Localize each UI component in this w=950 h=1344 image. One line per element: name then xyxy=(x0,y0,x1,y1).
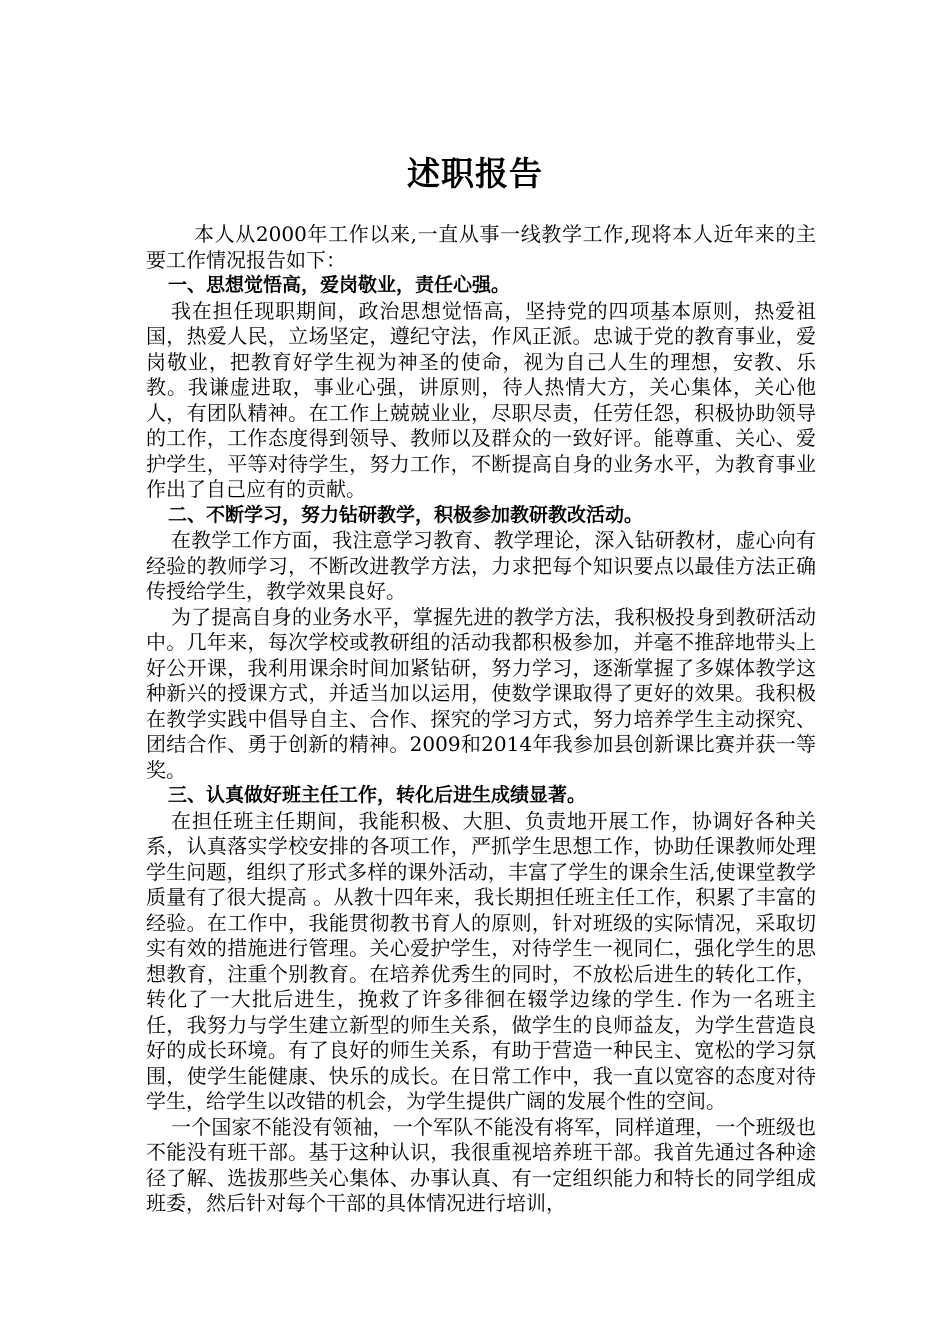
section-2-paragraph-1: 在教学工作方面，我注意学习教育、教学理论，深入钻研教材，虚心向有经验的教师学习，不断改进教学方法，力求把每个知识要点以最佳方法正确传授给学生，教学效果良好。 xyxy=(146,528,816,603)
section-2-heading: 二、不断学习，努力钻研教学，积极参加教研教改活动。 xyxy=(168,503,644,526)
section-3-heading: 三、认真做好班主任工作，转化后进生成绩显著。 xyxy=(168,784,587,806)
intro-paragraph: 本人从2000年工作以来,一直从事一线教学工作,现将本人近年来的主要工作情况报告如下： xyxy=(146,222,816,272)
section-2-paragraph-2: 为了提高自身的业务水平，掌握先进的教学方法，我积极投身到教研活动中。几年来，每次学校或教研组的活动我都积极参加，并毫不推辞地带头上好公开课，我利用课余时间加紧钻研，努力学习，逐渐掌握了多媒体教学这种新兴的授课方式，并适当加以运用，使数学课取得了更好的效果。我积极在教学实践中倡导自主、合作、探究的学习方式，努力培养学生主动探究、团结合作、勇于创新的精神。2009和2014年我参加县创新课比赛并获一等奖。 xyxy=(146,604,816,782)
section-1-paragraph-1: 我在担任现职期间，政治思想觉悟高，坚持党的四项基本原则，热爱祖国，热爱人民，立场坚定，遵纪守法，作风正派。忠诚于党的教育事业，爱岗敬业，把教育好学生视为神圣的使命，视为自己人生的理想，安教、乐教。我谦虚进取，事业心强，讲原则，待人热情大方，关心集体，关心他人，有团队精神。在工作上兢兢业业，尽职尽责，任劳任怨，积极协助领导的工作，工作态度得到领导、教师以及群众的一致好评。能尊重、关心、爱护学生，平等对待学生，努力工作，不断提高自身的业务水平，为教育事业作出了自己应有的贡献。 xyxy=(146,298,816,501)
document-title: 述职报告 xyxy=(407,154,543,193)
section-3-paragraph-2: 一个国家不能没有领袖，一个军队不能没有将军，同样道理，一个班级也不能没有班干部。基于这种认识，我很重视培养班干部。我首先通过各种途径了解、选拔那些关心集体、办事认真、有一定组织能力和特长的同学组成班委，然后针对每个干部的具体情况进行培训， xyxy=(146,1114,816,1215)
section-3-paragraph-1: 在担任班主任期间，我能积极、大胆、负责地开展工作，协调好各种关系，认真落实学校安排的各项工作，严抓学生思想工作，协助任课教师处理学生问题，组织了形式多样的课外活动，丰富了学生的课余生活,使课堂教学质量有了很大提高 。从教十四年来，我长期担任班主任工作，积累了丰富的经验。在工作中，我能贯彻教书育人的原则，针对班级的实际情况，采取切实有效的措施进行管理。关心爱护学生，对待学生一视同仁，强化学生的思想教育，注重个别教育。在培养优秀生的同时，不放松后进生的转化工作，转化了一大批后进生，挽救了许多徘徊在辍学边缘的学生. 作为一名班主任，我努力与学生建立新型的师生关系，做学生的良师益友，为学生营造良好的成长环境。有了良好的师生关系，有助于营造一种民主、宽松的学习氛围，使学生能健康、快乐的成长。在日常工作中，我一直以宽容的态度对待学生，给学生以改错的机会，为学生提供广阔的发展个性的空间。 xyxy=(146,808,816,1113)
document-body xyxy=(146,222,816,1217)
section-1-heading: 一、思想觉悟高，爱岗敬业，责任心强。 xyxy=(168,274,511,296)
